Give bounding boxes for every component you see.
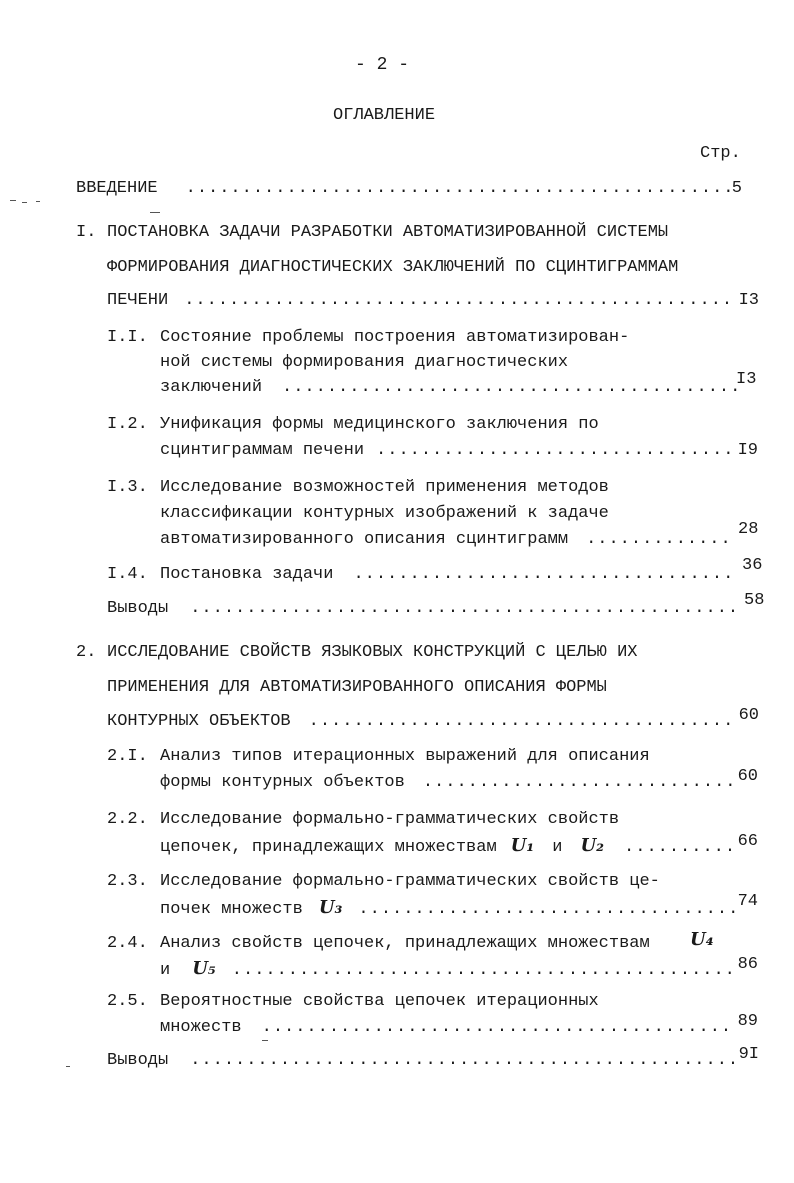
chapter-1-title-line: ФОРМИРОВАНИЯ ДИАГНОСТИЧЕСКИХ ЗАКЛЮЧЕНИЙ ПО СЦИНТИГРАММАМ: [107, 258, 679, 277]
toc-entry-conclusions-1[interactable]: [107, 598, 735, 620]
section-title-line: ной системы формирования диагностических: [160, 353, 569, 372]
section-title-line: классификации контурных изображений к задаче: [160, 504, 609, 523]
section-title-line: Исследование формально-грамматических свойств це-: [160, 872, 660, 891]
entry-page: I3: [736, 370, 757, 389]
set-symbol: U₁: [510, 835, 535, 856]
section-title-line: Вероятностные свойства цепочек итерационных: [160, 992, 599, 1011]
section-number: 2.5.: [107, 992, 148, 1011]
toc-entry-conclusions-2[interactable]: [107, 1045, 759, 1072]
toc-entry-chapter-2[interactable]: [107, 706, 759, 733]
dot-leader: [232, 960, 736, 982]
entry-page: 28: [738, 520, 759, 539]
chapter-2-title-line: ПРИМЕНЕНИЯ ДЛЯ АВТОМАТИЗИРОВАННОГО ОПИСАНИЯ ФОРМЫ: [107, 678, 607, 697]
section-title-line: Унификация формы медицинского заключения по: [160, 415, 599, 434]
section-number: I.4.: [107, 565, 148, 584]
entry-page: 58: [744, 591, 765, 610]
entry-label: ВВЕДЕНИЕ: [76, 179, 158, 198]
scan-speck: [22, 202, 27, 203]
toc-entry-1-4[interactable]: [160, 564, 732, 586]
toc-title: ОГЛАВЛЕНИЕ: [333, 106, 436, 125]
entry-page: 60: [737, 767, 758, 786]
scan-speck: [66, 1066, 70, 1067]
entry-page: 5: [731, 179, 742, 198]
chapter-1-number: I.: [76, 223, 97, 242]
section-title-line: Состояние проблемы построения автоматизирован-: [160, 328, 630, 347]
dot-leader: [358, 899, 735, 921]
section-number: I.3.: [107, 478, 148, 497]
toc-entry-chapter-1[interactable]: [107, 290, 759, 312]
entry-label: Выводы: [107, 1051, 169, 1070]
dot-leader: [190, 1050, 736, 1072]
entry-page: 74: [737, 892, 758, 911]
section-number: 2.I.: [107, 747, 148, 766]
dot-leader: [624, 837, 736, 859]
set-symbol: U₃: [318, 897, 343, 918]
section-number: I.2.: [107, 415, 148, 434]
scan-speck: [36, 201, 40, 202]
entry-label: ПЕЧЕНИ: [107, 291, 169, 310]
chapter-1-title-line: ПОСТАНОВКА ЗАДАЧИ РАЗРАБОТКИ АВТОМАТИЗИРОВАННОЙ СИСТЕМЫ: [107, 223, 669, 242]
entry-label: Постановка задачи: [160, 565, 334, 584]
section-title-line: Анализ свойств цепочек, принадлежащих множествам: [160, 934, 650, 953]
toc-entry-intro[interactable]: [76, 178, 742, 200]
dot-leader: [353, 564, 732, 586]
section-number: 2.4.: [107, 934, 148, 953]
entry-label: почек множеств: [160, 900, 303, 919]
entry-page: I9: [737, 441, 758, 460]
entry-label: множеств: [160, 1018, 242, 1037]
dot-leader: [262, 1017, 736, 1039]
section-title-line: Исследование формально-грамматических свойств: [160, 810, 620, 829]
chapter-2-title-line: ИССЛЕДОВАНИЕ СВОЙСТВ ЯЗЫКОВЫХ КОНСТРУКЦИЙ С ЦЕЛЬЮ ИХ: [107, 643, 638, 662]
entry-page: 9I: [738, 1045, 759, 1064]
entry-page: 86: [737, 955, 758, 974]
dot-leader: [376, 440, 736, 462]
section-number: I.I.: [107, 328, 148, 347]
toc-entry-1-1[interactable]: [160, 377, 740, 399]
section-title-line: Исследование возможностей применения методов: [160, 478, 609, 497]
entry-label: цепочек, принадлежащих множествам: [160, 838, 497, 857]
entry-label: автоматизированного описания сцинтиграмм: [160, 530, 569, 549]
dot-leader: [423, 772, 736, 794]
page-column-header: Стр.: [700, 144, 741, 163]
toc-entry-2-5[interactable]: [160, 1012, 758, 1039]
entry-label: и: [160, 961, 171, 980]
scan-speck: [150, 212, 160, 213]
toc-entry-2-4[interactable]: [160, 955, 758, 982]
toc-entry-1-3[interactable]: [160, 529, 732, 551]
toc-entry-2-1[interactable]: [160, 767, 758, 794]
set-symbol: U₅: [192, 958, 216, 979]
set-symbol: U₂: [580, 835, 605, 856]
toc-entry-2-3[interactable]: [160, 892, 758, 921]
entry-page: I3: [738, 291, 759, 310]
section-title-line: Анализ типов итерационных выражений для описания: [160, 747, 650, 766]
entry-page: 36: [742, 556, 763, 575]
entry-label: КОНТУРНЫХ ОБЪЕКТОВ: [107, 712, 291, 731]
page-number: - 2 -: [355, 55, 410, 75]
section-number: 2.3.: [107, 872, 148, 891]
dot-leader: [309, 711, 737, 733]
entry-label: формы контурных объектов: [160, 773, 405, 792]
toc-entry-1-2[interactable]: [160, 440, 758, 462]
scan-speck: [262, 1040, 268, 1041]
entry-label: сцинтиграммам печени: [160, 441, 365, 460]
dot-leader: [186, 178, 730, 200]
dot-leader: [190, 598, 735, 620]
entry-label: заключений: [160, 378, 263, 397]
dot-leader: [586, 529, 732, 551]
toc-entry-2-2[interactable]: [160, 832, 758, 859]
section-number: 2.2.: [107, 810, 148, 829]
scan-speck: [10, 200, 16, 201]
set-symbol: U₄: [690, 929, 714, 950]
entry-page: 89: [737, 1012, 758, 1031]
conjunction: и: [552, 838, 563, 857]
entry-page: 66: [737, 832, 758, 851]
dot-leader: [282, 377, 740, 399]
chapter-2-number: 2.: [76, 643, 97, 662]
entry-page: 60: [738, 706, 759, 725]
dot-leader: [184, 290, 736, 312]
entry-label: Выводы: [107, 599, 169, 618]
